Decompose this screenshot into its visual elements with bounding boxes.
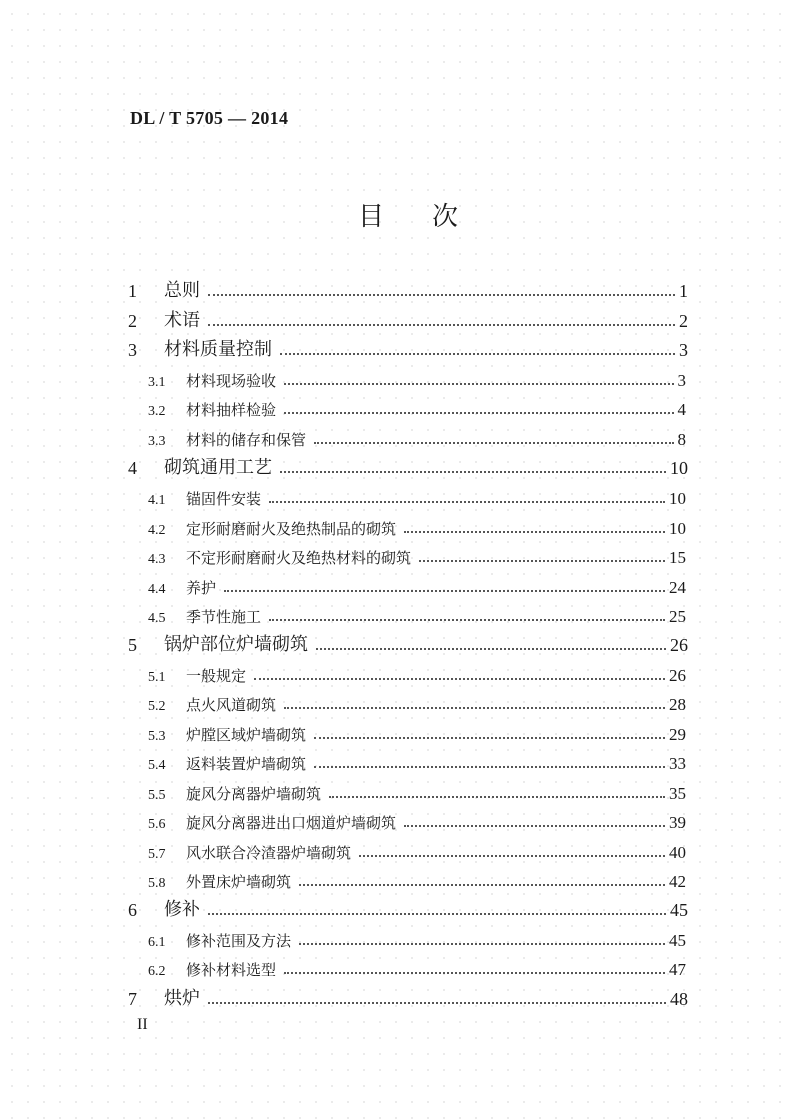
entry-page: 35 — [669, 784, 686, 803]
entry-title: 修补范围及方法 — [186, 932, 292, 950]
entry-number: 4 — [128, 458, 137, 478]
dot-leader — [359, 855, 665, 857]
toc-entry[interactable] — [148, 542, 686, 568]
entry-title: 材料抽样检验 — [186, 401, 277, 419]
entry-number: 5.8 — [148, 876, 166, 891]
entry-page: 4 — [677, 400, 686, 419]
entry-title: 锚固件安装 — [186, 490, 262, 508]
entry-number: 4.4 — [148, 582, 166, 597]
entry-title: 季节性施工 — [186, 608, 262, 626]
entry-number: 5.4 — [148, 758, 166, 773]
standard-code: DL / T 5705 — 2014 — [130, 108, 289, 128]
entry-title: 定形耐磨耐火及绝热制品的砌筑 — [186, 520, 397, 538]
toc-entry[interactable] — [148, 866, 686, 892]
toc-entry[interactable] — [148, 424, 686, 450]
toc-entry[interactable] — [148, 719, 686, 745]
entry-number: 5.7 — [148, 847, 166, 862]
toc-entry[interactable] — [148, 748, 686, 774]
toc-entry[interactable] — [128, 306, 688, 332]
dot-leader — [208, 1002, 666, 1004]
entry-number: 3.3 — [148, 434, 166, 449]
entry-page: 45 — [669, 931, 686, 950]
toc-entry[interactable] — [128, 895, 688, 921]
dot-leader — [314, 737, 665, 739]
dot-leader — [404, 531, 665, 533]
entry-title: 材料质量控制 — [164, 339, 272, 360]
entry-page: 28 — [669, 695, 686, 714]
entry-number: 3.1 — [148, 375, 166, 390]
toc-entry[interactable] — [148, 778, 686, 804]
toc-entry[interactable] — [148, 837, 686, 863]
entry-page: 29 — [669, 725, 686, 744]
dot-leader — [419, 560, 665, 562]
entry-number: 2 — [128, 311, 137, 331]
entry-number: 5.3 — [148, 729, 166, 744]
entry-title: 点火风道砌筑 — [186, 696, 277, 714]
entry-title: 炉膛区域炉墙砌筑 — [186, 726, 307, 744]
entry-page: 47 — [669, 960, 686, 979]
toc-entry[interactable] — [148, 689, 686, 715]
entry-title: 风水联合冷渣器炉墙砌筑 — [186, 844, 352, 862]
dot-leader — [269, 619, 665, 621]
toc-entry[interactable] — [148, 513, 686, 539]
dot-leader — [254, 678, 665, 680]
entry-title: 总则 — [164, 280, 200, 301]
dot-leader — [299, 943, 665, 945]
entry-title: 旋风分离器进出口烟道炉墙砌筑 — [186, 814, 397, 832]
entry-page: 3 — [679, 340, 688, 360]
entry-title: 砌筑通用工艺 — [164, 457, 272, 478]
dot-leader — [224, 590, 665, 592]
entry-number: 5 — [128, 635, 137, 655]
dot-leader — [314, 442, 673, 444]
toc-entry[interactable] — [148, 954, 686, 980]
dot-leader — [280, 471, 666, 473]
entry-number: 6.2 — [148, 964, 166, 979]
entry-page: 25 — [669, 607, 686, 626]
entry-number: 5.5 — [148, 788, 166, 803]
dot-leader — [269, 501, 665, 503]
toc-entry[interactable] — [148, 925, 686, 951]
entry-title: 不定形耐磨耐火及绝热材料的砌筑 — [186, 549, 412, 567]
entry-number: 6 — [128, 900, 137, 920]
entry-title: 修补 — [164, 899, 200, 920]
entry-title: 返料装置炉墙砌筑 — [186, 755, 307, 773]
entry-page: 45 — [670, 900, 688, 920]
entry-page: 42 — [669, 872, 686, 891]
entry-number: 7 — [128, 989, 137, 1009]
entry-title: 旋风分离器炉墙砌筑 — [186, 785, 322, 803]
entry-page: 39 — [669, 813, 686, 832]
entry-number: 4.3 — [148, 552, 166, 567]
entry-page: 10 — [670, 458, 688, 478]
entry-title: 材料现场验收 — [186, 372, 277, 390]
entry-page: 33 — [669, 754, 686, 773]
entry-title: 修补材料选型 — [186, 961, 277, 979]
toc-entry[interactable] — [128, 276, 688, 302]
dot-leader — [299, 884, 665, 886]
toc-entry[interactable] — [128, 630, 688, 656]
entry-number: 4.1 — [148, 493, 166, 508]
toc-entry[interactable] — [148, 365, 686, 391]
entry-title: 外置床炉墙砌筑 — [186, 873, 292, 891]
entry-title: 锅炉部位炉墙砌筑 — [164, 634, 308, 655]
dot-leader — [208, 913, 666, 915]
toc-entry[interactable] — [148, 807, 686, 833]
entry-number: 6.1 — [148, 935, 166, 950]
entry-number: 5.6 — [148, 817, 166, 832]
dot-leader — [329, 796, 665, 798]
entry-page: 3 — [677, 371, 686, 390]
toc-entry[interactable] — [128, 335, 688, 361]
toc-entry[interactable] — [148, 601, 686, 627]
toc-entry[interactable] — [148, 572, 686, 598]
entry-page: 10 — [669, 489, 686, 508]
entry-number: 4.2 — [148, 523, 166, 538]
dot-leader — [316, 648, 666, 650]
dot-leader — [404, 825, 665, 827]
entry-number: 5.2 — [148, 699, 166, 714]
dot-leader — [208, 294, 675, 296]
entry-page: 26 — [669, 666, 686, 685]
footer-page-number: II — [137, 1016, 148, 1033]
dot-leader — [208, 324, 675, 326]
entry-number: 1 — [128, 281, 137, 301]
entry-page: 15 — [669, 548, 686, 567]
entry-number: 5.1 — [148, 670, 166, 685]
toc-entry[interactable] — [148, 394, 686, 420]
entry-number: 4.5 — [148, 611, 166, 626]
dot-leader — [284, 383, 673, 385]
entry-page: 40 — [669, 843, 686, 862]
toc-entry[interactable] — [128, 453, 688, 479]
entry-title: 养护 — [186, 579, 217, 597]
dot-leader — [284, 972, 665, 974]
dot-leader — [284, 707, 665, 709]
entry-page: 24 — [669, 578, 686, 597]
entry-number: 3 — [128, 340, 137, 360]
toc-entry[interactable] — [148, 483, 686, 509]
entry-page: 8 — [677, 430, 686, 449]
entry-number: 3.2 — [148, 404, 166, 419]
entry-title: 烘炉 — [164, 988, 200, 1009]
entry-page: 2 — [679, 311, 688, 331]
entry-title: 术语 — [164, 310, 200, 331]
entry-title: 材料的储存和保管 — [186, 431, 307, 449]
toc-entry[interactable] — [128, 984, 688, 1010]
toc-entry[interactable] — [148, 660, 686, 686]
entry-page: 26 — [670, 635, 688, 655]
entry-title: 一般规定 — [186, 667, 247, 685]
entry-page: 48 — [670, 989, 688, 1009]
entry-page: 1 — [679, 281, 688, 301]
entry-page: 10 — [669, 519, 686, 538]
dot-leader — [284, 412, 673, 414]
dot-leader — [314, 766, 665, 768]
dot-leader — [280, 353, 675, 355]
toc-title: 目次 — [358, 202, 507, 232]
